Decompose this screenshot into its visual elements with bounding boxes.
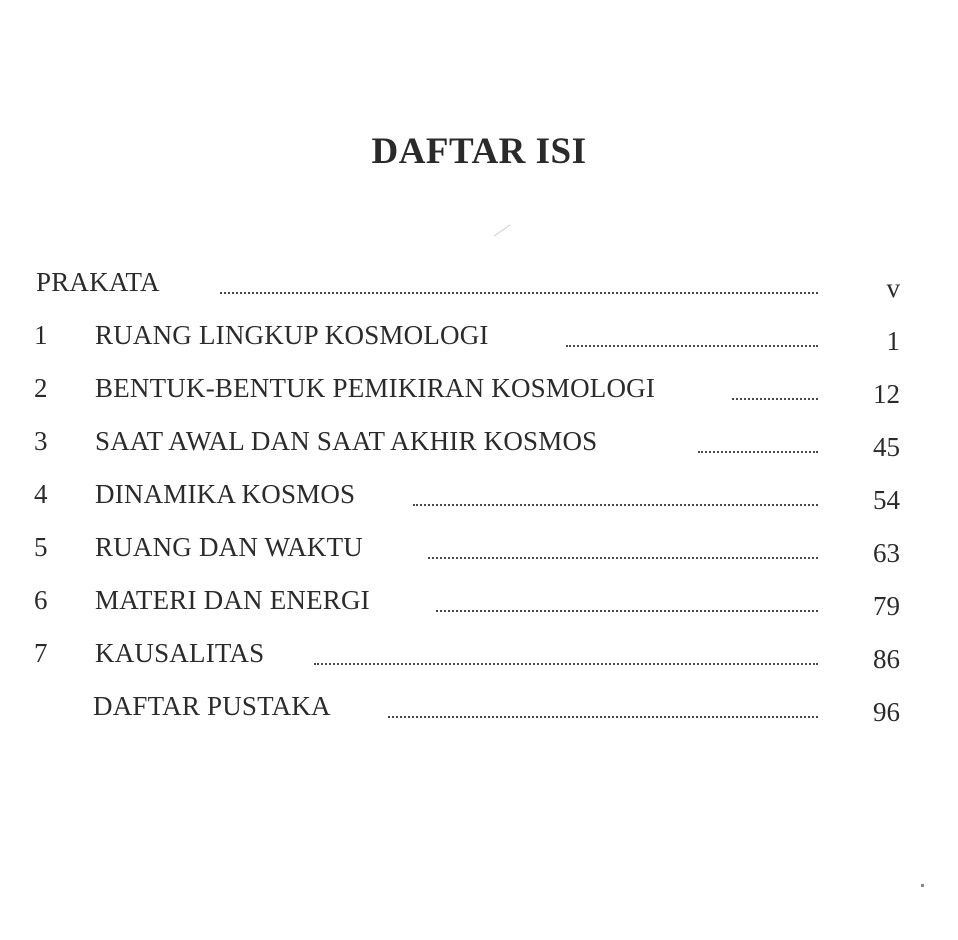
toc-entry-page: 45 bbox=[873, 432, 900, 462]
toc-entry-chapter-3 bbox=[0, 421, 958, 461]
toc-entry-page: 96 bbox=[873, 697, 900, 727]
toc-entry-chapter-5 bbox=[0, 527, 958, 567]
toc-entry-page: v bbox=[886, 273, 900, 303]
toc-entry-page: 12 bbox=[873, 379, 900, 409]
toc-leader bbox=[220, 292, 818, 294]
toc-leader bbox=[566, 345, 818, 347]
toc-entry-page: 86 bbox=[873, 644, 900, 674]
toc-entry-page: 54 bbox=[873, 485, 900, 515]
toc-entry-number: 2 bbox=[34, 373, 48, 403]
toc-entry-number: 4 bbox=[34, 479, 48, 509]
toc-entry-title: DINAMIKA KOSMOS bbox=[95, 479, 356, 509]
toc-entry-title: SAAT AWAL DAN SAAT AKHIR KOSMOS bbox=[95, 426, 598, 456]
toc-entry-page: 1 bbox=[886, 326, 900, 356]
toc-leader bbox=[413, 504, 818, 506]
toc-entry-number: 5 bbox=[34, 532, 48, 562]
toc-entry-chapter-6 bbox=[0, 580, 958, 620]
toc-leader bbox=[428, 557, 818, 559]
toc-entry-title: KAUSALITAS bbox=[95, 638, 265, 668]
toc-entry-title: RUANG LINGKUP KOSMOLOGI bbox=[95, 320, 489, 350]
toc-entry-title: DAFTAR PUSTAKA bbox=[93, 691, 331, 721]
toc-entry-number: 1 bbox=[34, 320, 48, 350]
toc-entry-page: 63 bbox=[873, 538, 900, 568]
toc-entry-chapter-1 bbox=[0, 315, 958, 355]
toc-leader bbox=[732, 398, 818, 400]
toc-entry-number: 3 bbox=[34, 426, 48, 456]
toc-entry-title: MATERI DAN ENERGI bbox=[95, 585, 370, 615]
toc-entry-daftar-pustaka bbox=[0, 686, 958, 726]
toc-leader bbox=[388, 716, 818, 718]
toc-leader bbox=[698, 451, 818, 453]
toc-entry-title: RUANG DAN WAKTU bbox=[95, 532, 363, 562]
toc-entry-page: 79 bbox=[873, 591, 900, 621]
toc-entry-title: BENTUK-BENTUK PEMIKIRAN KOSMOLOGI bbox=[95, 373, 656, 403]
page-title: DAFTAR ISI bbox=[371, 131, 587, 172]
toc-entry-title: PRAKATA bbox=[36, 267, 160, 297]
toc-entry-chapter-7 bbox=[0, 633, 958, 673]
toc-entry-number: 6 bbox=[34, 585, 48, 615]
toc-leader bbox=[436, 610, 818, 612]
toc-entry-number: 7 bbox=[34, 638, 48, 668]
toc-entry-chapter-2 bbox=[0, 368, 958, 408]
toc-entry-prakata bbox=[0, 262, 958, 302]
scan-speck bbox=[921, 884, 924, 887]
toc-entry-chapter-4 bbox=[0, 474, 958, 514]
toc-leader bbox=[314, 663, 818, 665]
